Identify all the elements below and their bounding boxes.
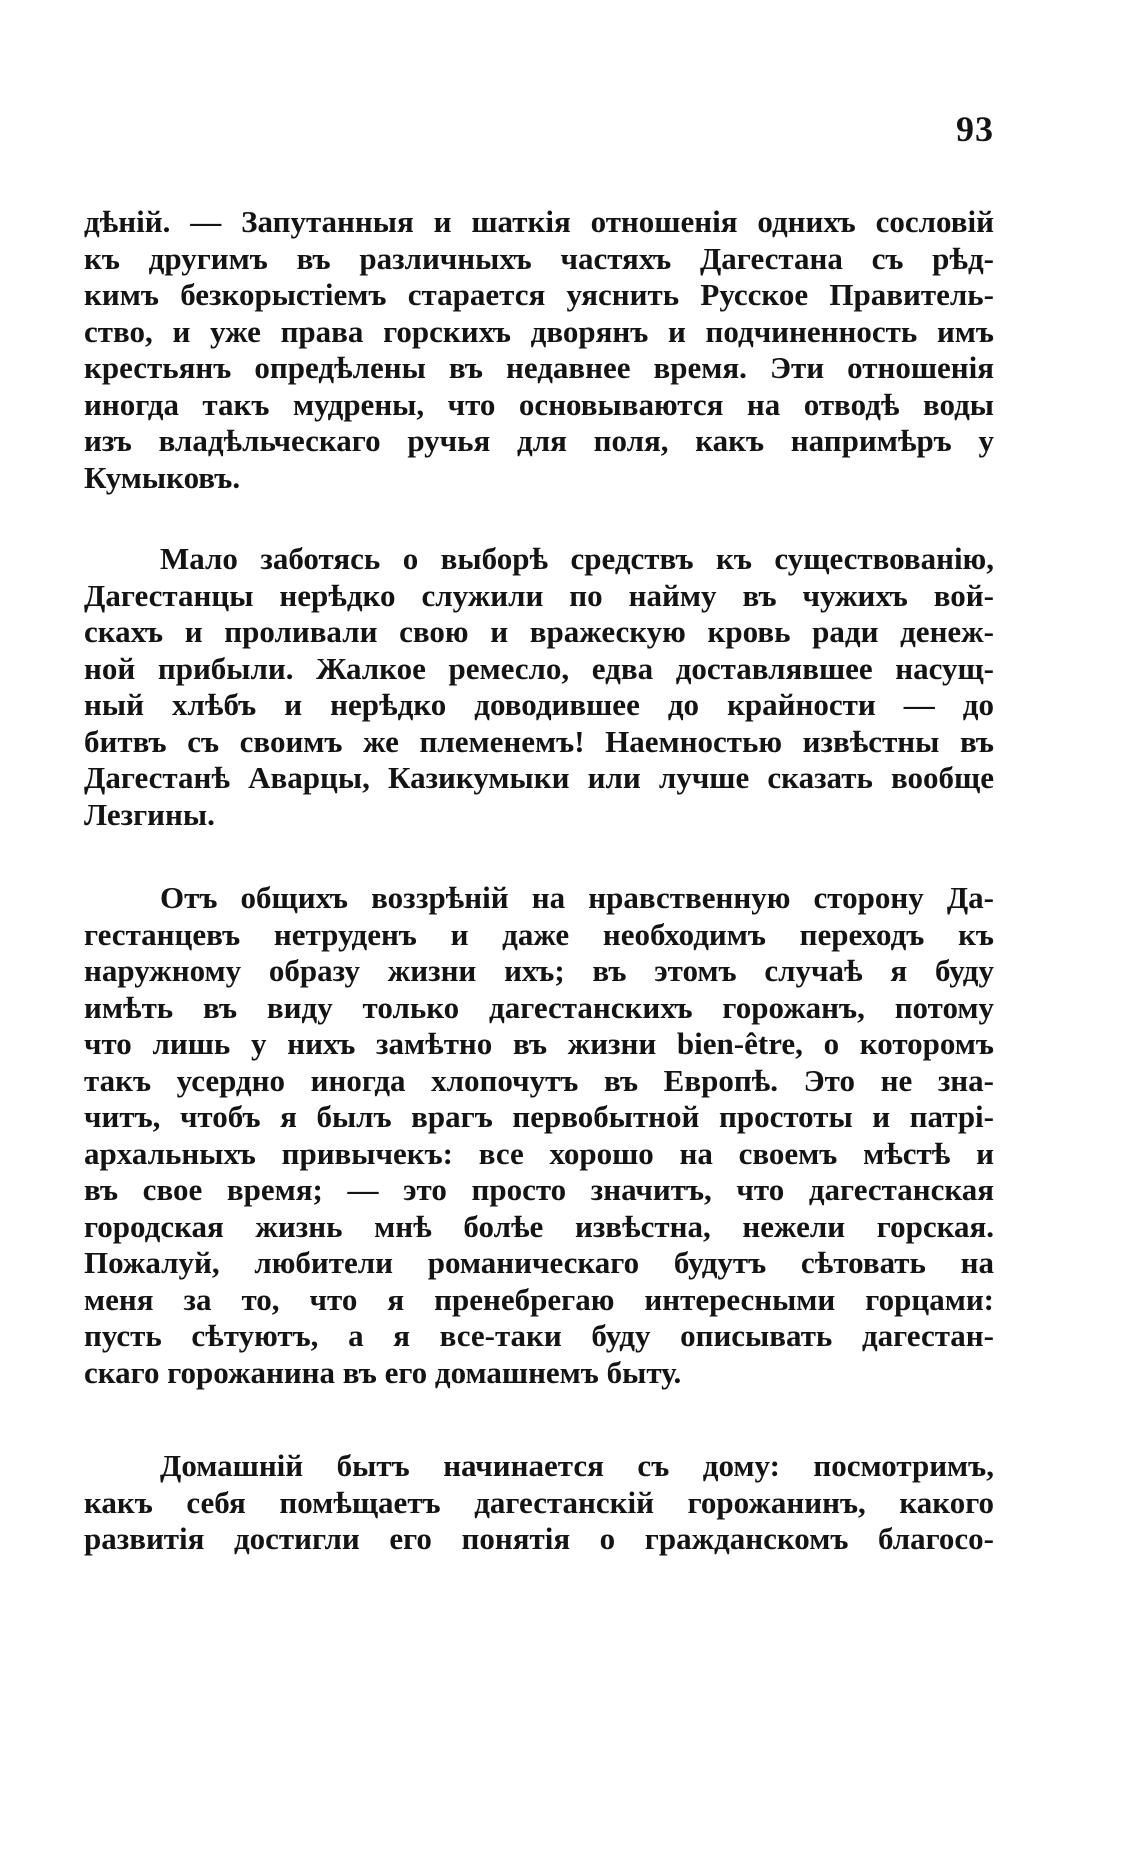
text-line: ный хлѣбъ и нерѣдко доводившее до крайности — до [84, 687, 994, 722]
text-line: Кумыковъ. [84, 459, 241, 495]
text-line: ство, и уже права горскихъ дворянъ и подчиненность имъ [84, 313, 994, 349]
text-line: Пожалуй, любители романическаго будутъ сѣтовать на [84, 1245, 994, 1280]
paragraph-4 [84, 1448, 994, 1558]
text-line: архальныхъ привычекъ: все хорошо на своемъ мѣстѣ и [84, 1135, 994, 1171]
text-line: въ свое время; — это просто значитъ, что дагестанская [84, 1172, 994, 1207]
text-line: ной прибыли. Жалкое ремесло, едва доставлявшее насущ- [84, 650, 994, 686]
text-line: къ другимъ въ различныхъ частяхъ Дагестана съ рѣд- [84, 240, 994, 276]
text-line: дѣній. — Запутанныя и шаткія отношенія однихъ сословій [84, 204, 994, 239]
text-line: гестанцевъ нетруденъ и даже необходимъ переходъ къ [84, 916, 994, 952]
text-line: скахъ и проливали свою и вражескую кровь ради денеж- [84, 614, 994, 649]
text-line: такъ усердно иногда хлопочутъ въ Европѣ. Это не зна- [84, 1062, 994, 1098]
text-line: крестьянъ опредѣлены въ недавнее время. Эти отношенія [84, 350, 994, 385]
text-line: Отъ общихъ воззрѣній на нравственную сторону Да- [160, 880, 994, 915]
text-line: Дагестанѣ Аварцы, Казикумыки или лучше сказать вообще [84, 760, 994, 795]
text-line: какъ себя помѣщаетъ дагестанскій горожанинъ, какого [84, 1484, 994, 1520]
text-line: скаго горожанина въ его домашнемъ быту. [84, 1354, 682, 1390]
page-number: 93 [956, 109, 994, 149]
paragraph-2 [84, 541, 994, 833]
text-line: Дагестанцы нерѣдко служили по найму въ чужихъ вой- [84, 577, 994, 613]
text-line: иногда такъ мудрены, что основываются на отводѣ воды [84, 386, 994, 422]
text-line: читъ, чтобъ я былъ врагъ первобытной простоты и патрі- [84, 1099, 994, 1134]
paragraph-1 [84, 204, 994, 496]
text-line: что лишь у нихъ замѣтно въ жизни bien-être, о которомъ [84, 1026, 994, 1061]
text-line: Домашній бытъ начинается съ дому: посмотримъ, [160, 1448, 994, 1483]
text-line: Мало заботясь о выборѣ средствъ къ существованію, [160, 541, 994, 576]
text-line: Лезгины. [84, 796, 215, 832]
text-line: пусть сѣтуютъ, а я все-таки буду описывать дагестан- [84, 1318, 994, 1353]
text-line: развитія достигли его понятія о гражданскомъ благосо- [84, 1521, 994, 1556]
text-line: городская жизнь мнѣ болѣе извѣстна, нежели горская. [84, 1208, 994, 1244]
text-line: битвъ съ своимъ же племенемъ! Наемностью извѣстны въ [84, 723, 994, 759]
text-line: меня за то, что я пренебрегаю интересными горцами: [84, 1281, 994, 1317]
text-line: кимъ безкорыстіемъ старается уяснить Русское Правитель- [84, 277, 994, 312]
paragraph-3 [84, 880, 994, 1391]
text-line: изъ владѣльческаго ручья для поля, какъ напримѣръ у [84, 423, 994, 458]
text-line: наружному образу жизни ихъ; въ этомъ случаѣ я буду [84, 953, 994, 988]
text-line: имѣть въ виду только дагестанскихъ горожанъ, потому [84, 989, 994, 1025]
